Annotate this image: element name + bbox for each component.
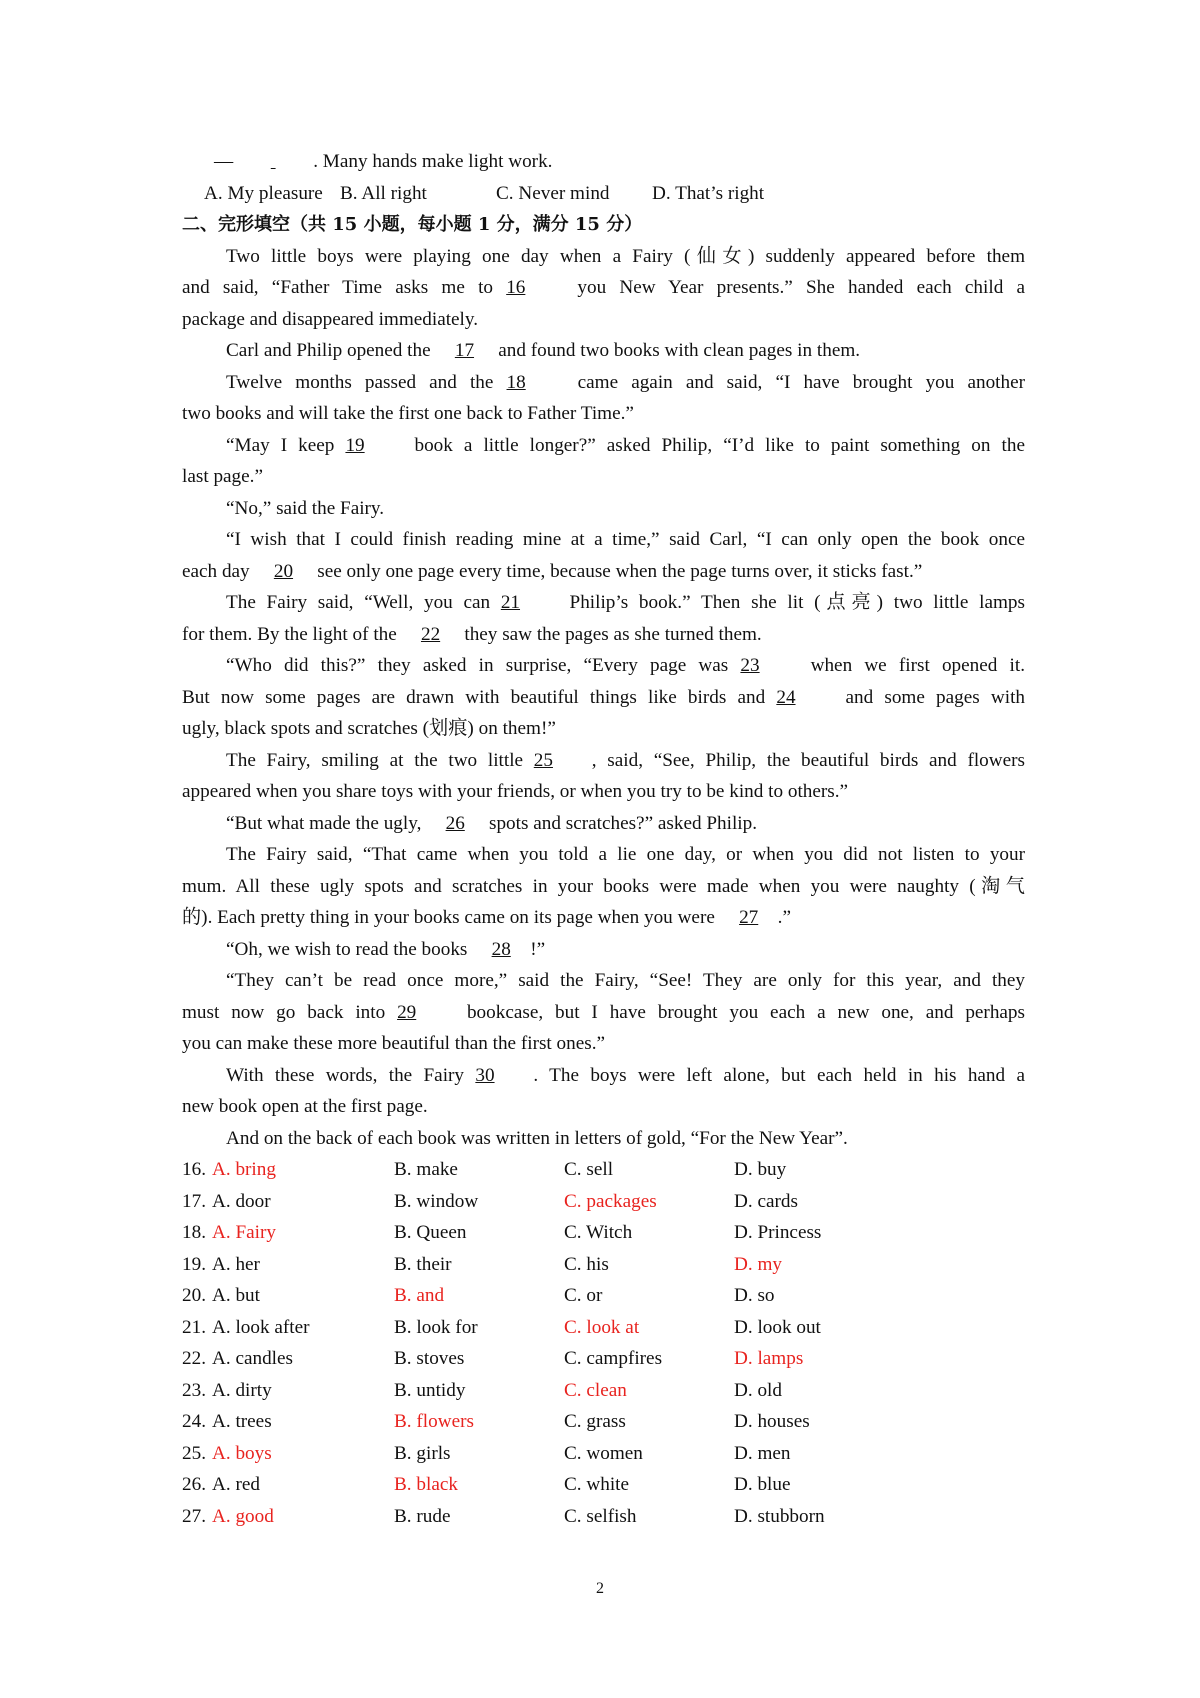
option-a: A. boys <box>212 1442 272 1464</box>
passage-line <box>182 619 1025 651</box>
passage-line <box>182 556 1025 588</box>
passage-text: .” <box>777 907 791 928</box>
passage-line <box>182 808 1025 840</box>
passage-text: you New Year presents.” She handed each child a <box>564 277 1025 298</box>
passage-line <box>182 871 1025 903</box>
passage-line <box>182 682 1025 714</box>
passage-line <box>182 1028 1025 1060</box>
option-c: C. his <box>564 1253 609 1275</box>
cloze-blank: 17 <box>454 340 475 361</box>
question-number: 23. <box>182 1379 206 1401</box>
option-c: C. white <box>564 1474 630 1495</box>
passage-text: and said, “Father Time asks me to <box>182 277 507 298</box>
cloze-blank: 19 <box>345 434 365 456</box>
passage-text: must now go back into <box>182 1001 398 1023</box>
passage-text: and some pages with <box>834 686 1025 708</box>
passage-text: ugly, black spots and scratches (划痕) on them!” <box>182 718 556 739</box>
option-d: D. That’s right <box>652 182 765 204</box>
cloze-blank: 22 <box>420 623 441 645</box>
passage-line <box>182 839 1025 871</box>
passage-text: “Oh, we wish to read the books <box>226 938 473 960</box>
option-b: B. Queen <box>394 1222 467 1243</box>
question-row <box>182 1343 1025 1375</box>
option-b: B. black <box>394 1474 458 1495</box>
passage-text: “No,” said the Fairy. <box>226 497 385 519</box>
option-d: D. buy <box>734 1159 787 1180</box>
question-number: 19. <box>182 1253 206 1275</box>
passage-text: book a little longer?” asked Philip, “I’d like to paint something on the <box>403 434 1025 456</box>
passage-line <box>182 524 1025 556</box>
dialog-options <box>182 178 1025 210</box>
cloze-blank: 29 <box>397 1001 417 1023</box>
passage-text: you can make these more beautiful than the first ones.” <box>182 1033 606 1054</box>
passage-text: each day <box>182 560 255 582</box>
option-a: A. red <box>212 1474 260 1495</box>
cloze-blank: 28 <box>491 938 511 960</box>
option-a: A. her <box>212 1253 260 1275</box>
passage-text: see only one page every time, because when the page turns over, it sticks fast.” <box>312 560 923 582</box>
passage-text: !” <box>530 938 546 960</box>
passage-text: “I wish that I could finish reading mine at a time,” said Carl, “I can only open the book once <box>226 529 1025 550</box>
passage-text: “Who did this?” they asked in surprise, “Every page was <box>226 655 741 676</box>
passage-text: came again and said, “I have brought you another <box>564 371 1025 393</box>
passage-line <box>182 997 1025 1029</box>
option-d: D. men <box>734 1442 791 1464</box>
passage-text: , said, “See, Philip, the beautiful birds and flowers <box>591 749 1025 771</box>
option-c: C. sell <box>564 1159 614 1180</box>
question-row <box>182 1154 1025 1186</box>
choice-list <box>182 1154 1025 1532</box>
option-b: B. window <box>394 1190 479 1212</box>
section-title: 二、完形填空（共 15 小题，每小题 1 分，满分 15 分） <box>182 214 643 235</box>
passage-line <box>182 745 1025 777</box>
option-a: A. good <box>212 1505 274 1527</box>
passage-line <box>182 304 1025 336</box>
question-number: 26. <box>182 1474 206 1495</box>
passage-line <box>182 461 1025 493</box>
passage-text: when we first opened it. <box>798 655 1025 676</box>
question-number: 25. <box>182 1442 206 1464</box>
passage-text: 的). Each pretty thing in your books came on its page when you were <box>182 907 720 928</box>
passage-text: mum. All these ugly spots and scratches in your books were made when you were naughty (淘气 <box>182 875 1025 897</box>
option-c: C. clean <box>564 1379 627 1401</box>
option-d: D. cards <box>734 1190 798 1212</box>
question-row <box>182 1406 1025 1438</box>
option-c: C. Witch <box>564 1222 633 1243</box>
question-row <box>182 1438 1025 1470</box>
passage-line <box>182 367 1025 399</box>
passage-text: “May I keep <box>226 434 346 456</box>
passage-text: appeared when you share toys with your friends, or when you try to be kind to others.” <box>182 781 849 802</box>
dialog-line: — . Many hands make light work. <box>182 146 1025 178</box>
passage-text: Philip’s book.” Then she lit (点亮) two little lamps <box>558 592 1025 613</box>
question-number: 18. <box>182 1222 206 1243</box>
option-c: C. packages <box>564 1190 657 1212</box>
question-number: 22. <box>182 1348 206 1369</box>
passage-text: Twelve months passed and the <box>226 371 507 393</box>
option-a: A. look after <box>212 1316 310 1338</box>
passage-text: The Fairy said, “That came when you told a lie one day, or when you did not listen to your <box>226 844 1025 865</box>
passage-text: And on the back of each book was written in letters of gold, “For the New Year”. <box>226 1127 848 1149</box>
option-b: B. and <box>394 1285 445 1306</box>
option-a: A. bring <box>212 1159 276 1180</box>
option-d: D. so <box>734 1285 775 1306</box>
option-d: D. my <box>734 1253 782 1275</box>
passage-line <box>182 335 1025 367</box>
passage-text: new book open at the first page. <box>182 1096 428 1117</box>
cloze-blank: 27 <box>739 907 759 928</box>
option-a: A. Fairy <box>212 1222 276 1243</box>
passage-text: The Fairy said, “Well, you can <box>226 592 501 613</box>
question-number: 16. <box>182 1159 206 1180</box>
option-d: D. old <box>734 1379 782 1401</box>
passage-text: spots and scratches?” asked Philip. <box>484 812 758 834</box>
passage-line <box>182 965 1025 997</box>
cloze-blank: 25 <box>533 749 553 771</box>
question-row <box>182 1280 1025 1312</box>
passage-line <box>182 241 1025 273</box>
option-b: B. look for <box>394 1316 478 1338</box>
question-row <box>182 1501 1025 1533</box>
passage-line <box>182 902 1025 934</box>
passage-text: for them. By the light of the <box>182 623 402 645</box>
option-b: B. girls <box>394 1442 451 1464</box>
option-b: B. make <box>394 1159 458 1180</box>
option-d: D. Princess <box>734 1222 822 1243</box>
option-a: A. dirty <box>212 1379 272 1401</box>
passage-text: two books and will take the first one back to Father Time.” <box>182 403 634 424</box>
passage-text: The Fairy, smiling at the two little <box>226 749 534 771</box>
cloze-blank: 18 <box>506 371 526 393</box>
option-c: C. grass <box>564 1411 626 1432</box>
passage-line <box>182 1060 1025 1092</box>
passage-text: . The boys were left alone, but each held in his hand a <box>533 1064 1025 1086</box>
passage-line <box>182 713 1025 745</box>
option-a: A. but <box>212 1285 260 1306</box>
cloze-blank: 24 <box>776 686 796 708</box>
option-a: A. trees <box>212 1411 272 1432</box>
question-number: 27. <box>182 1505 206 1527</box>
cloze-blank: 20 <box>273 560 294 582</box>
option-d: D. lamps <box>734 1348 804 1369</box>
passage-line <box>182 650 1025 682</box>
question-row <box>182 1186 1025 1218</box>
option-b: B. stoves <box>394 1348 465 1369</box>
option-c: C. look at <box>564 1316 640 1338</box>
question-number: 21. <box>182 1316 206 1338</box>
passage-text: Two little boys were playing one day when a Fairy (仙女) suddenly appeared before them <box>226 245 1025 267</box>
option-a: A. door <box>212 1190 271 1212</box>
cloze-blank: 23 <box>740 655 760 676</box>
option-d: D. stubborn <box>734 1505 825 1527</box>
passage-line <box>182 1091 1025 1123</box>
option-b: B. All right <box>340 182 427 204</box>
option-a: A. candles <box>212 1348 293 1369</box>
passage-text: package and disappeared immediately. <box>182 308 479 330</box>
passage-line <box>182 430 1025 462</box>
passage-text: last page.” <box>182 466 263 487</box>
passage-line <box>182 587 1025 619</box>
question-number: 24. <box>182 1411 206 1432</box>
passage-text: “They can’t be read once more,” said the Fairy, “See! They are only for this year, and they <box>226 970 1025 991</box>
passage-text: But now some pages are drawn with beautiful things like birds and <box>182 686 777 708</box>
passage-text: they saw the pages as she turned them. <box>459 623 762 645</box>
page-number: 2 <box>596 1580 604 1597</box>
cloze-blank: 16 <box>506 277 526 298</box>
question-number: 17. <box>182 1190 206 1212</box>
option-d: D. blue <box>734 1474 791 1495</box>
passage-line <box>182 776 1025 808</box>
option-c: C. campfires <box>564 1348 663 1369</box>
passage-line <box>182 1123 1025 1155</box>
question-row <box>182 1217 1025 1249</box>
option-d: D. look out <box>734 1316 821 1338</box>
passage-line <box>182 934 1025 966</box>
option-b: B. their <box>394 1253 452 1275</box>
exam-page <box>182 146 1025 1532</box>
passage-text: “But what made the ugly, <box>226 812 427 834</box>
question-row <box>182 1469 1025 1501</box>
cloze-blank: 26 <box>445 812 465 834</box>
option-b: B. untidy <box>394 1379 466 1401</box>
question-row <box>182 1375 1025 1407</box>
question-row <box>182 1249 1025 1281</box>
cloze-passage <box>182 241 1025 1155</box>
passage-line <box>182 398 1025 430</box>
option-c: C. women <box>564 1442 643 1464</box>
option-c: C. Never mind <box>496 182 610 204</box>
question-row <box>182 1312 1025 1344</box>
option-b: B. rude <box>394 1505 451 1527</box>
option-b: B. flowers <box>394 1411 474 1432</box>
option-c: C. or <box>564 1285 603 1306</box>
passage-line <box>182 272 1025 304</box>
answer-blank <box>233 146 313 178</box>
cloze-blank: 21 <box>500 592 521 613</box>
passage-text: bookcase, but I have brought you each a new one, and perhaps <box>455 1001 1025 1023</box>
passage-line <box>182 493 1025 525</box>
passage-text: and found two books with clean pages in them. <box>493 340 861 361</box>
option-a: A. My pleasure <box>204 182 323 204</box>
cloze-blank: 30 <box>475 1064 495 1086</box>
question-number: 20. <box>182 1285 206 1306</box>
passage-text: Carl and Philip opened the <box>226 340 436 361</box>
passage-text: With these words, the Fairy <box>226 1064 476 1086</box>
option-c: C. selfish <box>564 1505 637 1527</box>
option-d: D. houses <box>734 1411 810 1432</box>
